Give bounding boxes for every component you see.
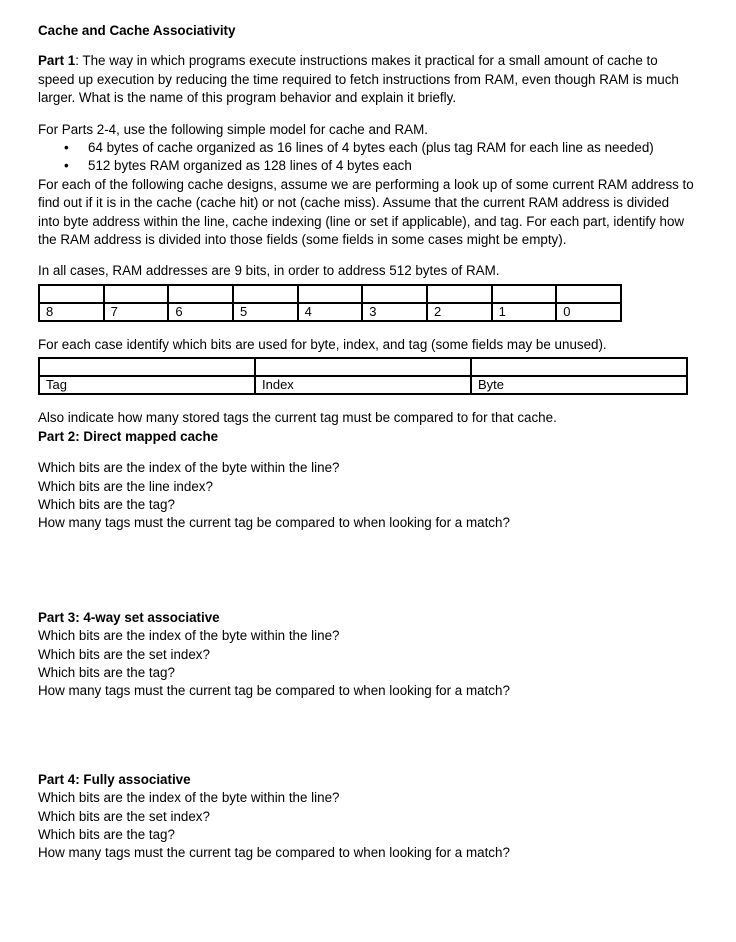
bit-blank-cell xyxy=(556,285,621,303)
part4-heading-text: Part 4: Fully associative xyxy=(38,771,191,787)
bit-blank-cell xyxy=(104,285,169,303)
document-title: Cache and Cache Associativity xyxy=(38,23,236,38)
bit-blank-cell xyxy=(492,285,557,303)
model-intro: For Parts 2-4, use the following simple model for cache and RAM. xyxy=(38,121,428,137)
question: Which bits are the tag? xyxy=(38,496,175,512)
address-bits-label-row xyxy=(39,303,621,321)
document-page xyxy=(38,22,694,863)
part2-heading-text: Part 2: Direct mapped cache xyxy=(38,428,219,444)
question: How many tags must the current tag be compared to when looking for a match? xyxy=(38,515,510,531)
part4-heading xyxy=(38,771,694,789)
address-bits-blank-row xyxy=(39,285,621,303)
field-label-byte: Byte xyxy=(471,376,687,394)
bit-blank-cell xyxy=(362,285,427,303)
bit-label: 1 xyxy=(492,303,557,321)
part1-paragraph xyxy=(38,52,694,107)
model-bullet: • 512 bytes RAM organized as 128 lines of 4 bytes each xyxy=(88,157,694,175)
field-blank-cell xyxy=(255,358,471,376)
fields-intro: For each case identify which bits are used for byte, index, and tag (some fields may be unused). xyxy=(38,336,607,352)
field-label-index: Index xyxy=(255,376,471,394)
fields-label-row xyxy=(39,376,687,394)
question: Which bits are the index of the byte within the line? xyxy=(38,628,340,644)
question: How many tags must the current tag be compared to when looking for a match? xyxy=(38,683,510,699)
model-bullet-list xyxy=(38,139,694,176)
question: Which bits are the line index? xyxy=(38,478,213,494)
bit-blank-cell xyxy=(39,285,104,303)
compare-note: Also indicate how many stored tags the current tag must be compared to for that cache. xyxy=(38,410,557,426)
bit-label: 6 xyxy=(168,303,233,321)
question: Which bits are the set index? xyxy=(38,808,210,824)
question: Which bits are the index of the byte within the line? xyxy=(38,460,340,476)
fields-table xyxy=(38,357,688,395)
bit-label: 3 xyxy=(362,303,427,321)
bit-label: 5 xyxy=(233,303,298,321)
part3-heading xyxy=(38,609,694,627)
question: Which bits are the set index? xyxy=(38,646,210,662)
bit-blank-cell xyxy=(427,285,492,303)
bit-blank-cell xyxy=(168,285,233,303)
fields-blank-row xyxy=(39,358,687,376)
question: Which bits are the tag? xyxy=(38,826,175,842)
field-blank-cell xyxy=(39,358,255,376)
field-label-tag: Tag xyxy=(39,376,255,394)
part1-label: Part 1 xyxy=(38,53,76,69)
bit-blank-cell xyxy=(233,285,298,303)
question: Which bits are the tag? xyxy=(38,664,175,680)
address-intro: In all cases, RAM addresses are 9 bits, in order to address 512 bytes of RAM. xyxy=(38,263,500,279)
bit-label: 7 xyxy=(104,303,169,321)
bit-label: 0 xyxy=(556,303,621,321)
part1-text: : The way in which programs execute instructions makes it practical for a small amount of cache to speed up execution by reducing the time required to fetch instructions from RAM, even though RAM is much larger. What is the name of this program behavior and explain it briefly. xyxy=(38,53,679,106)
part3-heading-text: Part 3: 4-way set associative xyxy=(38,609,220,625)
field-blank-cell xyxy=(471,358,687,376)
model-description: For each of the following cache designs, assume we are performing a look up of some current RAM address to find out if it is in the cache (cache hit) or not (cache miss). Assume that the current RAM address is divided into byte address within the line, cache indexing (line or set if applicable), and tag. For each part, identify how the RAM address is divided into those fields (some fields in some cases might be empty). xyxy=(38,176,694,248)
part2-heading xyxy=(38,428,694,446)
bit-blank-cell xyxy=(298,285,363,303)
question: How many tags must the current tag be compared to when looking for a match? xyxy=(38,845,510,861)
address-bits-table xyxy=(38,284,622,322)
model-bullet: • 64 bytes of cache organized as 16 lines of 4 bytes each (plus tag RAM for each line as needed) xyxy=(88,139,694,157)
bit-label: 2 xyxy=(427,303,492,321)
bit-label: 8 xyxy=(39,303,104,321)
bit-label: 4 xyxy=(298,303,363,321)
question: Which bits are the index of the byte within the line? xyxy=(38,790,340,806)
